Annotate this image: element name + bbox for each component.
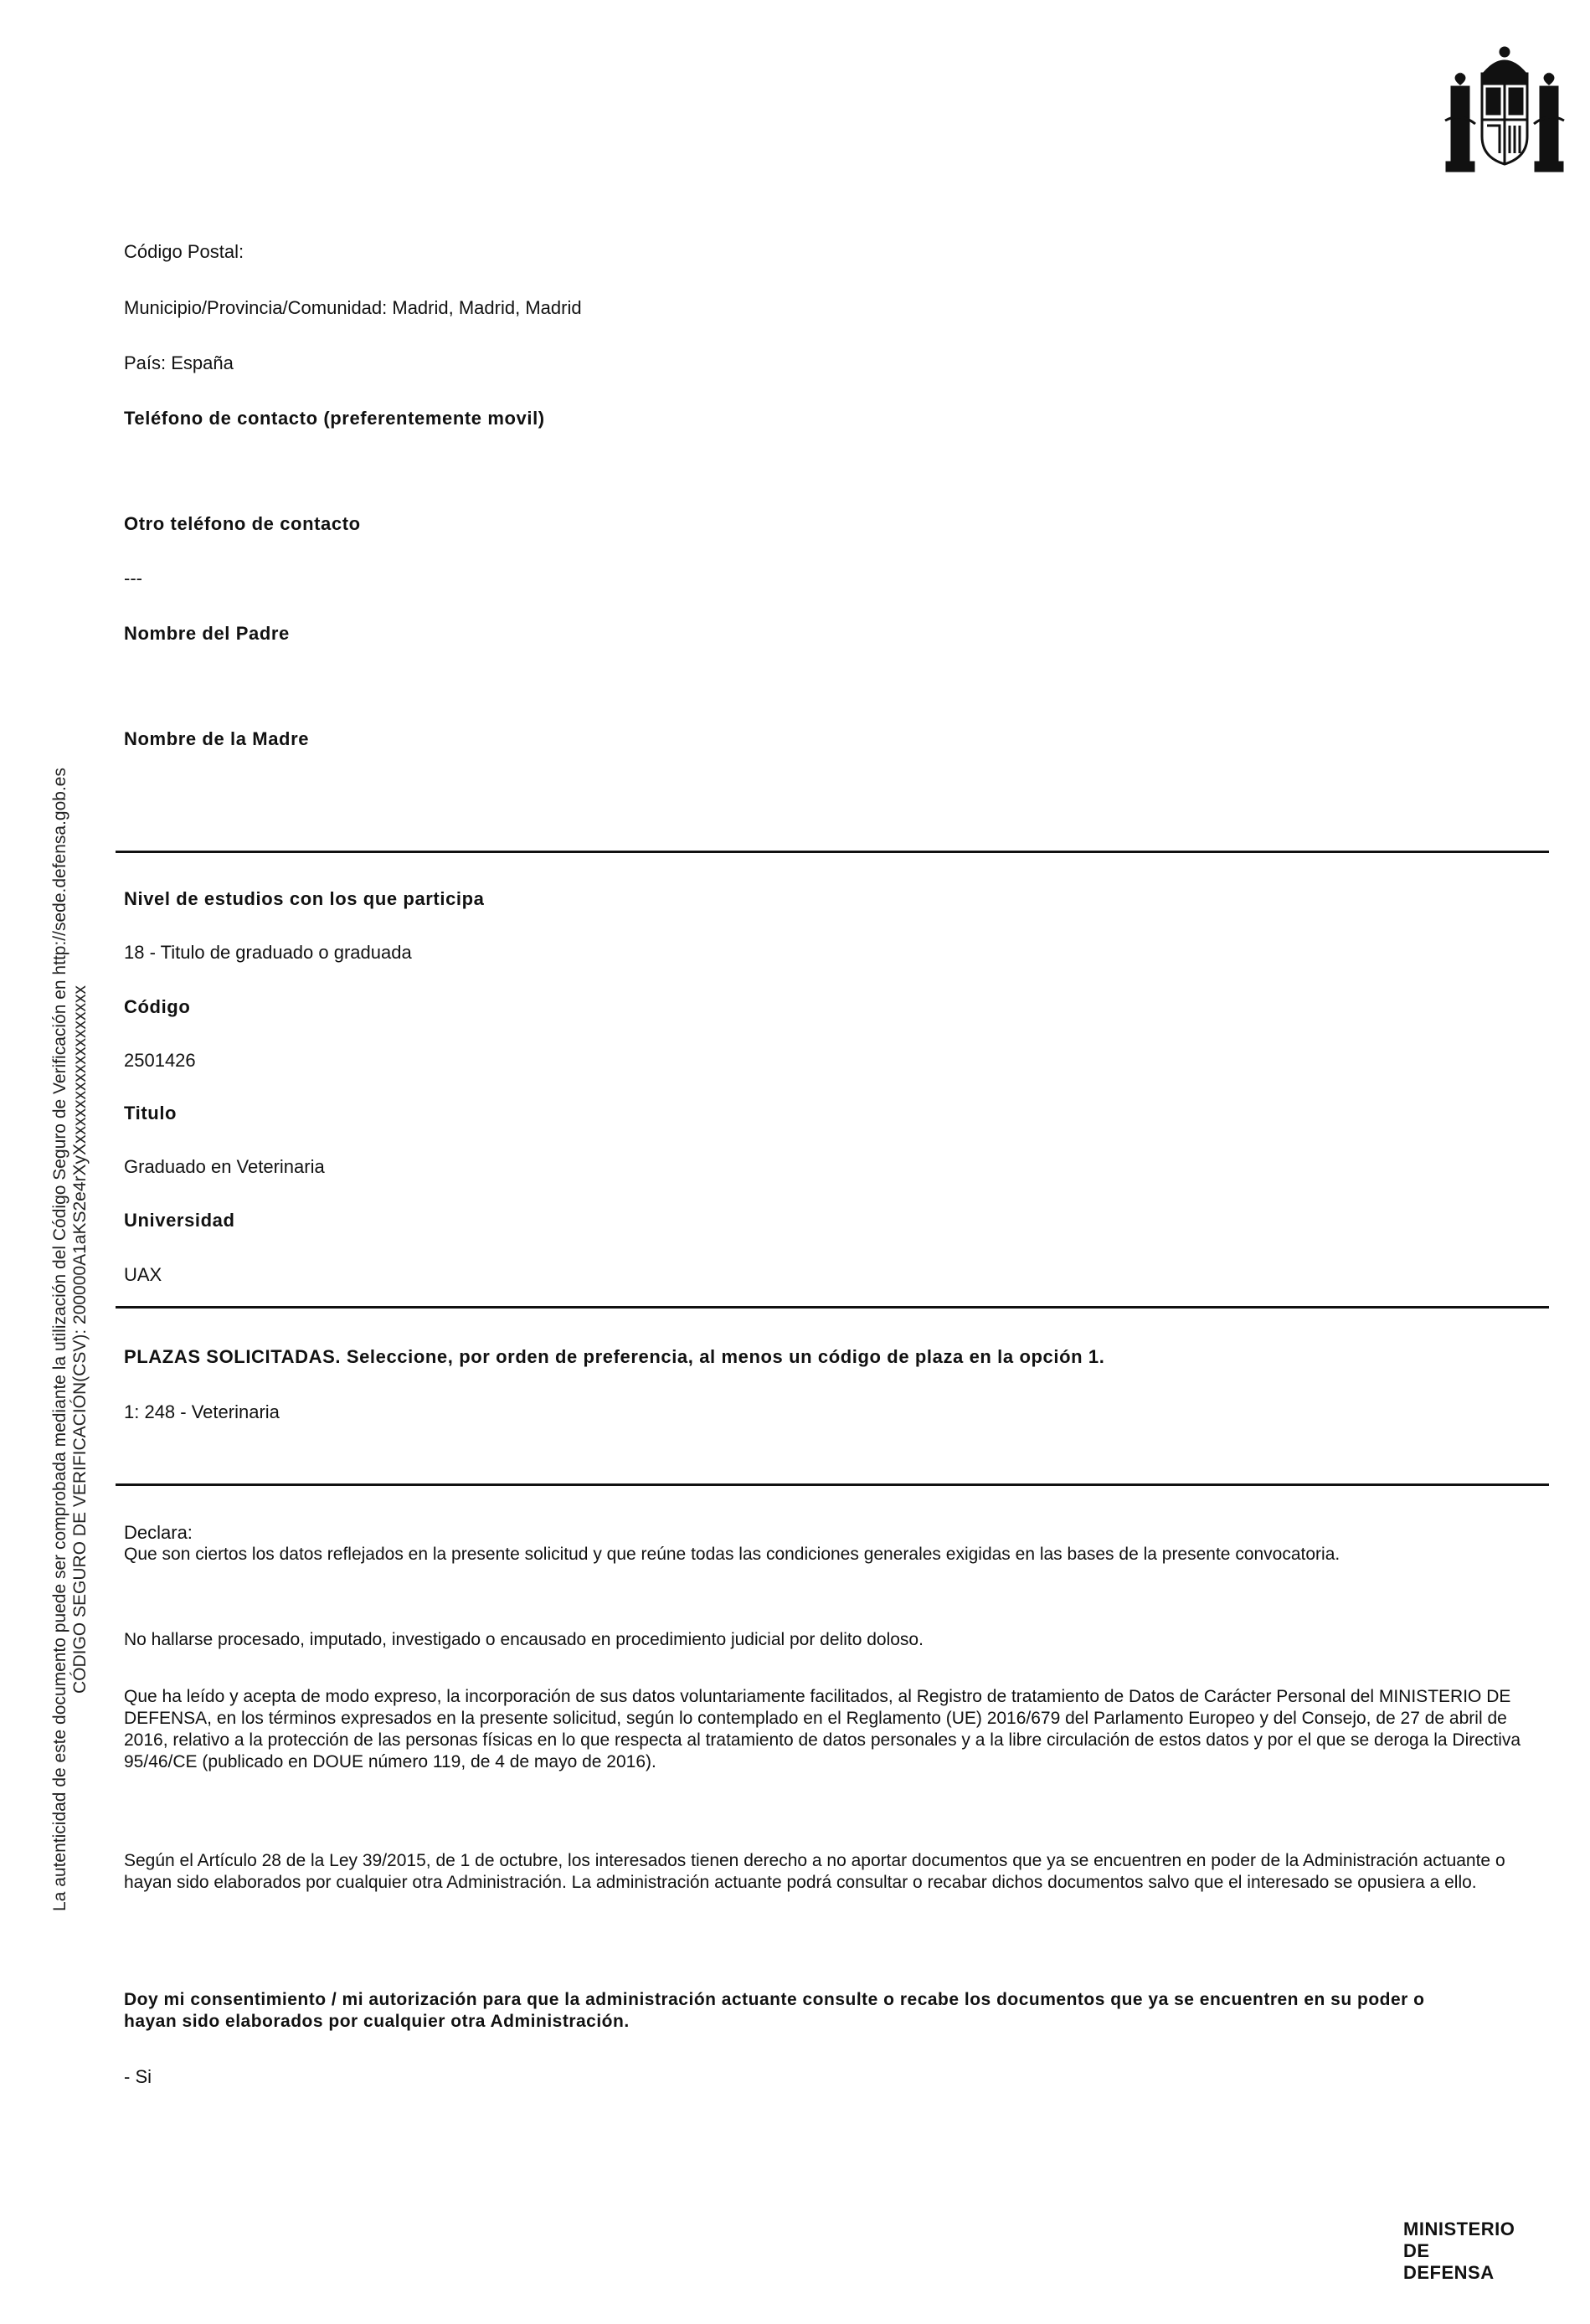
municipality-value: Municipio/Provincia/Comunidad: Madrid, Madrid, Madrid [124,297,582,318]
declaration-paragraph: Que son ciertos los datos reflejados en la presente solicitud y que reúne todas las condiciones generales exigidas en las bases de la presente convocatoria. [124,1545,1340,1564]
studies-level-label: Nivel de estudios con los que participa [124,888,485,909]
phone-label: Teléfono de contacto (preferentemente movil) [124,408,545,429]
university-label: Universidad [124,1210,235,1231]
csv-side-note-line1: La autenticidad de este documento puede ser comprobada mediante la utilización del Código Seguro de Verificación en http://sede.defensa.gob.es [50,768,69,1911]
studies-level-value: 18 - Titulo de graduado o graduada [124,942,412,963]
other-phone-value: --- [124,568,142,589]
postal-code-label: Código Postal: [124,241,244,262]
ministry-line: MINISTERIO [1403,2219,1515,2239]
spain-coat-of-arms-icon [1442,40,1567,181]
degree-title-label: Titulo [124,1103,178,1123]
section-divider [116,851,1549,853]
places-requested-label: PLAZAS SOLICITADAS. Seleccione, por orden de preferencia, al menos un código de plaza en la opción 1. [124,1346,1105,1367]
ministry-footer [1403,2219,1515,2284]
declaration-heading: Declara: [124,1522,193,1543]
ministry-line: DEFENSA [1403,2262,1495,2283]
degree-title-value: Graduado en Veterinaria [124,1156,325,1177]
other-phone-label: Otro teléfono de contacto [124,513,361,534]
section-divider [116,1483,1549,1486]
country-value: País: España [124,352,234,373]
mother-name-label: Nombre de la Madre [124,728,310,749]
csv-side-note-line2: CÓDIGO SEGURO DE VERIFICACIÓN(CSV): 200000A1aKS2e4rXyXxxxxxxxxxxxxxxxxxx [70,985,90,1694]
ministry-line: DE [1403,2240,1430,2261]
data-protection-paragraph: Que ha leído y acepta de modo expreso, la incorporación de sus datos voluntariamente facilitados, al Registro de tratamiento de Datos de Carácter Personal del MINISTERIO DE DEFENSA, en los términos expresados en la presente solicitud, según lo contemplado en el Reglamento (UE) 2016/679 del Parlamento Europeo y del Consejo, de 27 de abril de 2016, relativo a la protección de las personas físicas en lo que respecta al tratamiento de datos personales y a la libre circulación de estos datos y por el que se deroga la Directiva 95/46/CE (publicado en DOUE número 119, de 4 de mayo de 2016). [124,1687,1521,1771]
consent-value: - Si [124,2066,152,2087]
csv-side-note [50,469,90,2210]
father-name-label: Nombre del Padre [124,623,290,644]
document-rights-paragraph: Según el Artículo 28 de la Ley 39/2015, de 1 de octubre, los interesados tienen derecho a no aportar documentos que ya se encuentren en poder de la Administración actuante o hayan sido elaborados por cualquier otra Administración. La administración actuante podrá consultar o recabar dichos documentos salvo que el interesado se opusiera a ello. [124,1851,1505,1892]
section-divider [116,1306,1549,1309]
consent-label: Doy mi consentimiento / mi autorización para que la administración actuante consulte o recabe los documentos que ya se encuentren en su poder o hayan sido elaborados por cualquier otra Administración. [124,1990,1425,2031]
degree-code-value: 2501426 [124,1050,196,1071]
places-option-1: 1: 248 - Veterinaria [124,1401,280,1422]
declaration-paragraph: No hallarse procesado, imputado, investigado o encausado en procedimiento judicial por delito doloso. [124,1630,924,1649]
university-value: UAX [124,1264,162,1285]
degree-code-label: Código [124,996,191,1017]
